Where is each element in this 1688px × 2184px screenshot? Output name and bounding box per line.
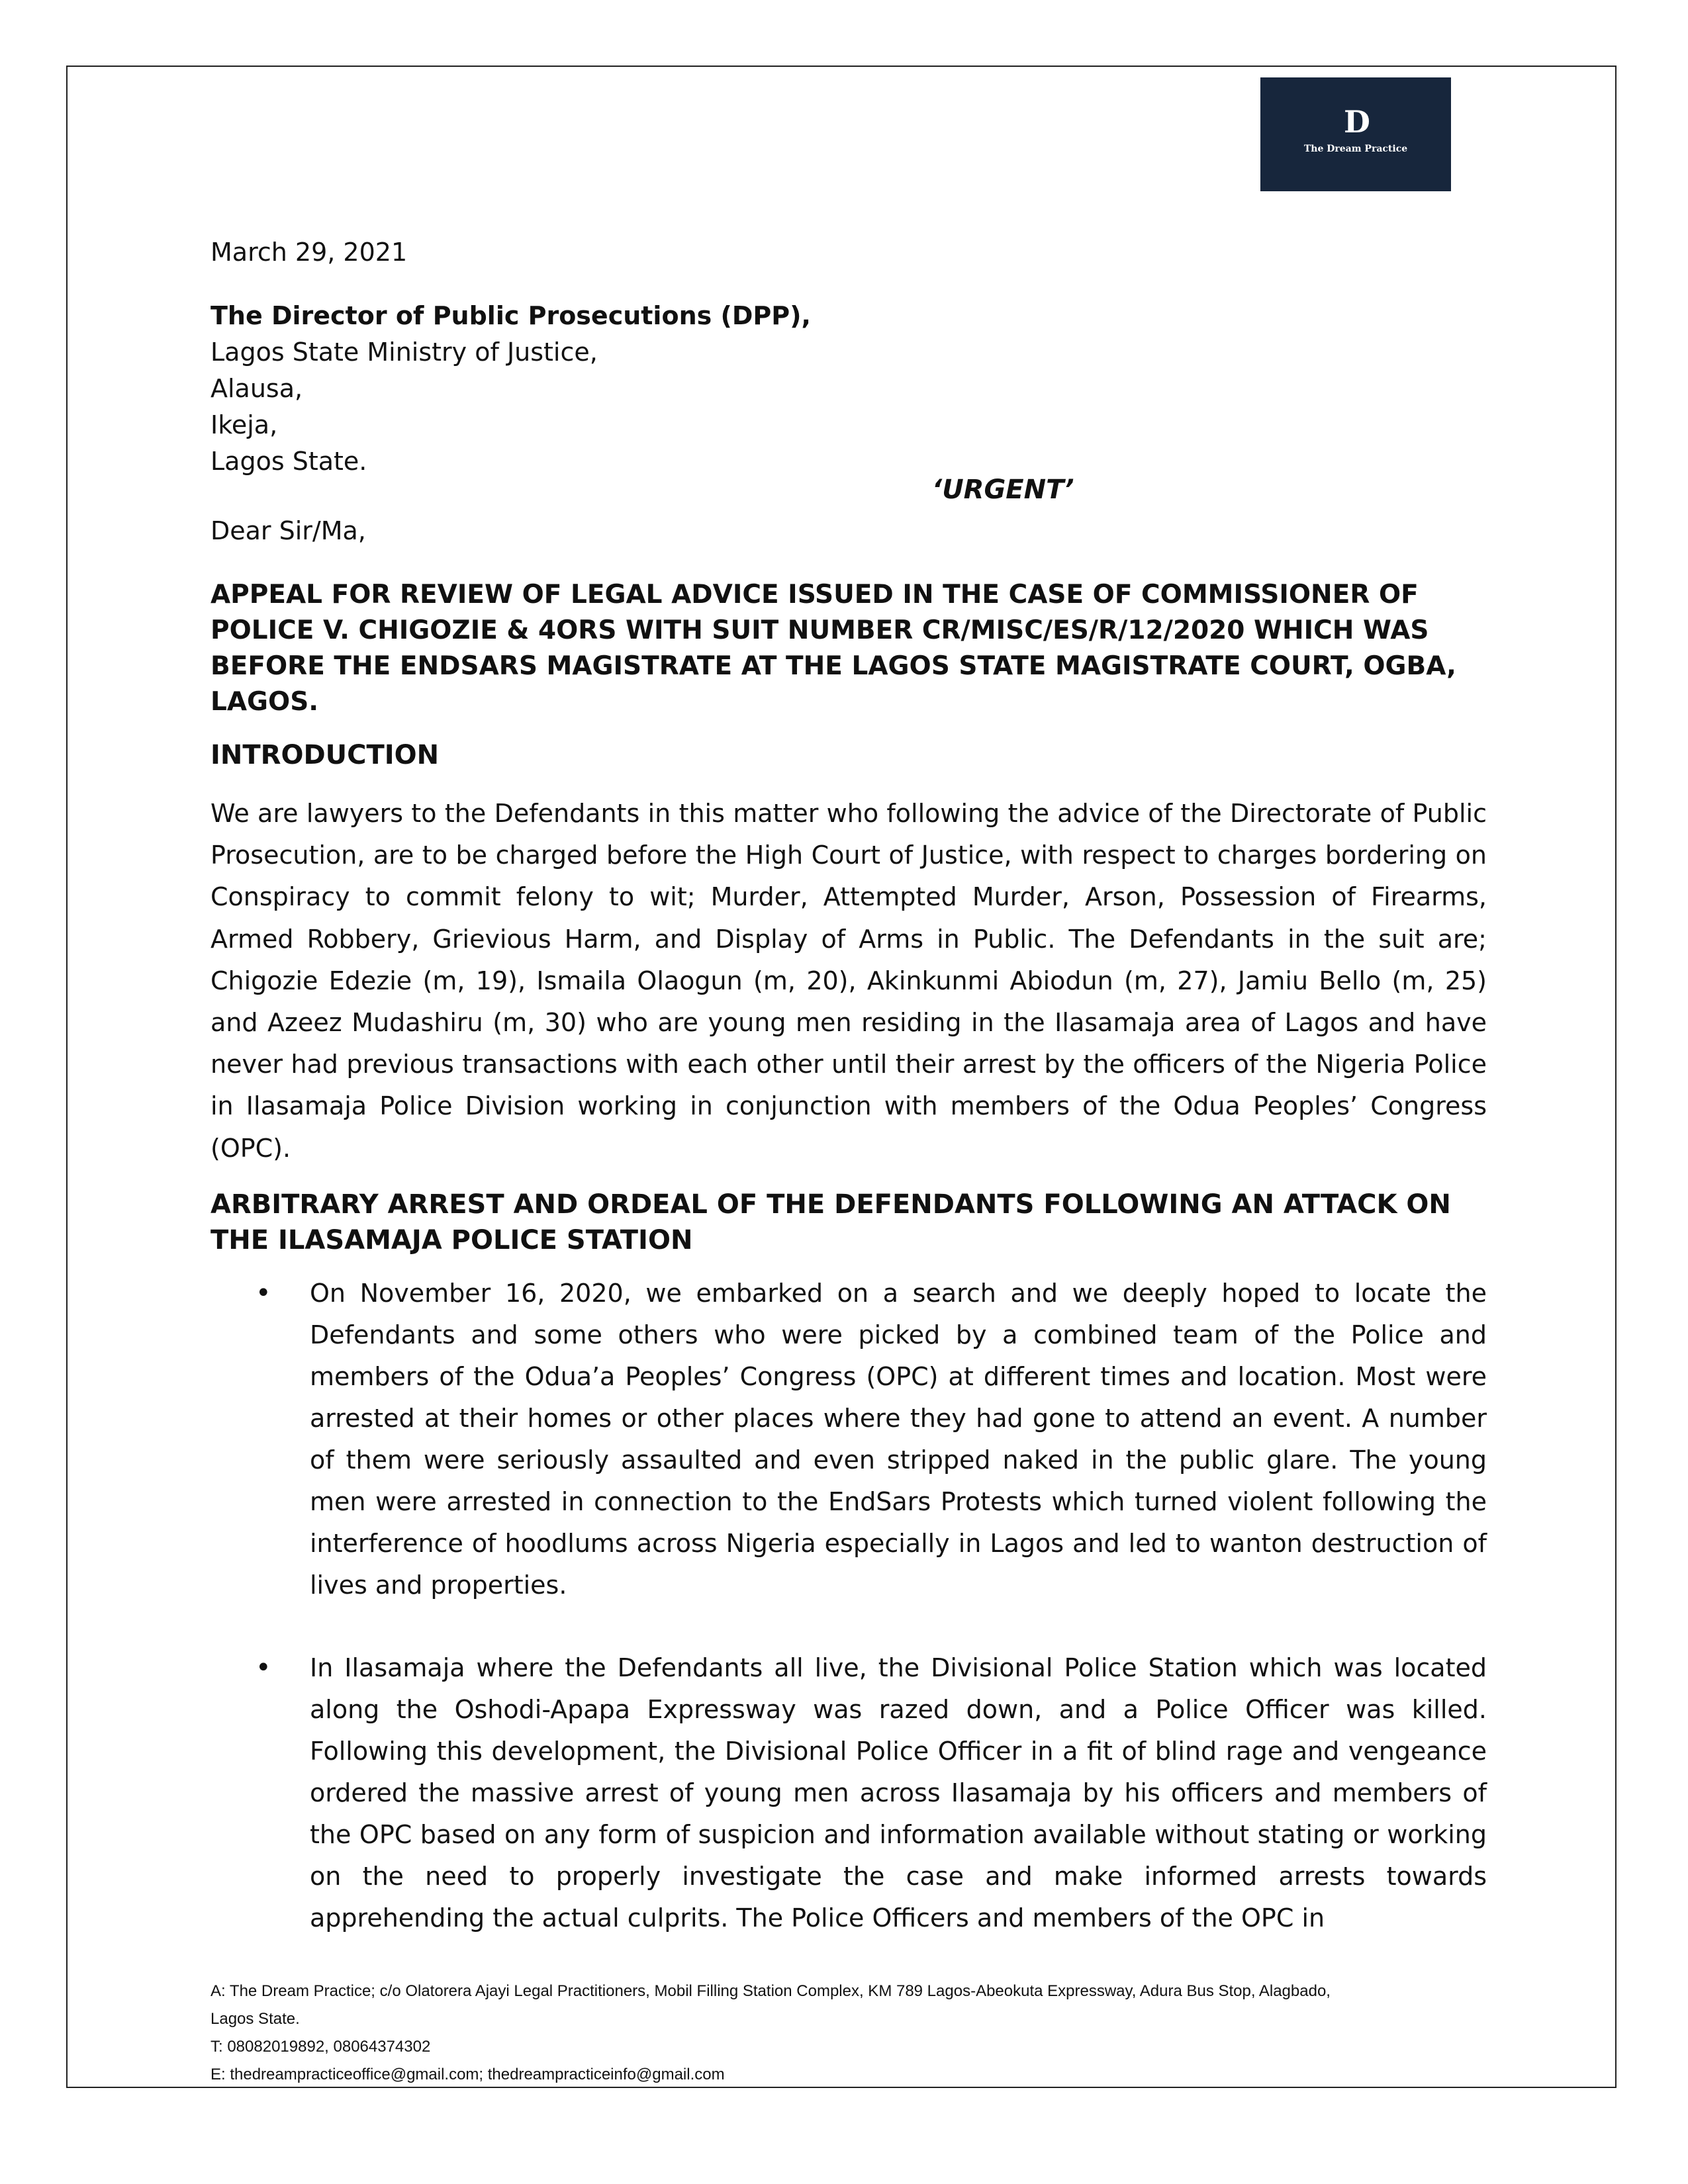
list-item [211,1273,1487,1606]
arrest-bullet-list [211,1273,1487,1939]
introduction-paragraph: We are lawyers to the Defendants in this matter who following the advice of the Directorate of Public Prosecution, are to be charged before the High Court of Justice, with respect to charges bordering on Conspiracy to commit felony to wit; Murder, Attempted Murder, Arson, Possession of Firearms, Armed Robbery, Grievious Harm, and Display of Arms in Public. The Defendants in the suit are; Chigozie Edezie (m, 19), Ismaila Olaogun (m, 20), Akinkunmi Abiodun (m, 27), Jamiu Bello (m, 25) and Azeez Mudashiru (m, 30) who are young men residing in the Ilasamaja area of Lagos and have never had previous transactions with each other until their arrest by the officers of the Nigeria Police in Ilasamaja Police Division working in conjunction with members of the Odua Peoples’ Congress (OPC). [211,799,1487,1163]
footer-email: E: thedreampracticeoffice@gmail.com; thedreampracticeinfo@gmail.com [211,2066,725,2083]
footer-address: A: The Dream Practice; c/o Olatorera Ajayi Legal Practitioners, Mobil Filling Station Complex, KM 789 Lagos-Abeokuta Expressway, Adura Bus Stop, Alagbado, [211,1982,1331,2000]
logo-mark-icon: D [1344,104,1368,140]
recipient-line: Ikeja, [211,410,278,439]
logo-name: The Dream Practice [1303,144,1408,154]
salutation: Dear Sir/Ma, [211,516,366,545]
letter-date: March 29, 2021 [211,238,408,267]
footer-phone: T: 08082019892, 08064374302 [211,2038,431,2056]
arrest-section-heading: ARBITRARY ARREST AND ORDEAL OF THE DEFENDANTS FOLLOWING AN ATTACK ON THE ILASAMAJA POLICE STATION [211,1189,1451,1255]
recipient-title: The Director of Public Prosecutions (DPP), [211,301,811,330]
recipient-line: Alausa, [211,374,303,403]
letter-body [211,232,1487,1939]
subject-heading: APPEAL FOR REVIEW OF LEGAL ADVICE ISSUED IN THE CASE OF COMMISSIONER OF POLICE V. CHIGOZIE & 4ORS WITH SUIT NUMBER CR/MISC/ES/R/12/2020 WHICH WAS BEFORE THE ENDSARS MAGISTRATE AT THE LAGOS STATE MAGISTRATE COURT, OGBA, LAGOS. [211,580,1456,717]
recipient-address [211,298,1487,480]
urgent-label: ‘URGENT’ [932,475,1074,505]
recipient-line: Lagos State Ministry of Justice, [211,338,598,367]
recipient-line: Lagos State. [211,447,367,476]
list-item [211,1647,1487,1939]
letter-footer [211,1978,1487,2089]
list-item-text: On November 16, 2020, we embarked on a search and we deeply hoped to locate the Defendants and some others who were picked by a combined team of the Police and members of the Odua’a Peoples’ Congress (OPC) at different times and location. Most were arrested at their homes or other places where they had gone to attend an event. A number of them were seriously assaulted and even stripped naked in the public glare. The young men were arrested in connection to the EndSars Protests which turned violent following the interference of hoodlums across Nigeria especially in Lagos and led to wanton destruction of lives and properties. [310,1278,1487,1600]
list-item-text: In Ilasamaja where the Defendants all live, the Divisional Police Station which was located along the Oshodi-Apapa Expressway was razed down, and a Police Officer was killed. Following this development, the Divisional Police Officer in a fit of blind rage and vengeance ordered the massive arrest of young men across Ilasamaja by his officers and members of the OPC based on any form of suspicion and information available without stating or working on the need to properly investigate the case and make informed arrests towards apprehending the actual culprits. The Police Officers and members of the OPC in [310,1653,1487,1933]
introduction-heading: INTRODUCTION [211,740,440,770]
footer-address-cont: Lagos State. [211,2010,300,2028]
bullet-icon: • [256,1652,271,1683]
bullet-icon: • [256,1277,271,1308]
firm-logo [1260,77,1451,191]
